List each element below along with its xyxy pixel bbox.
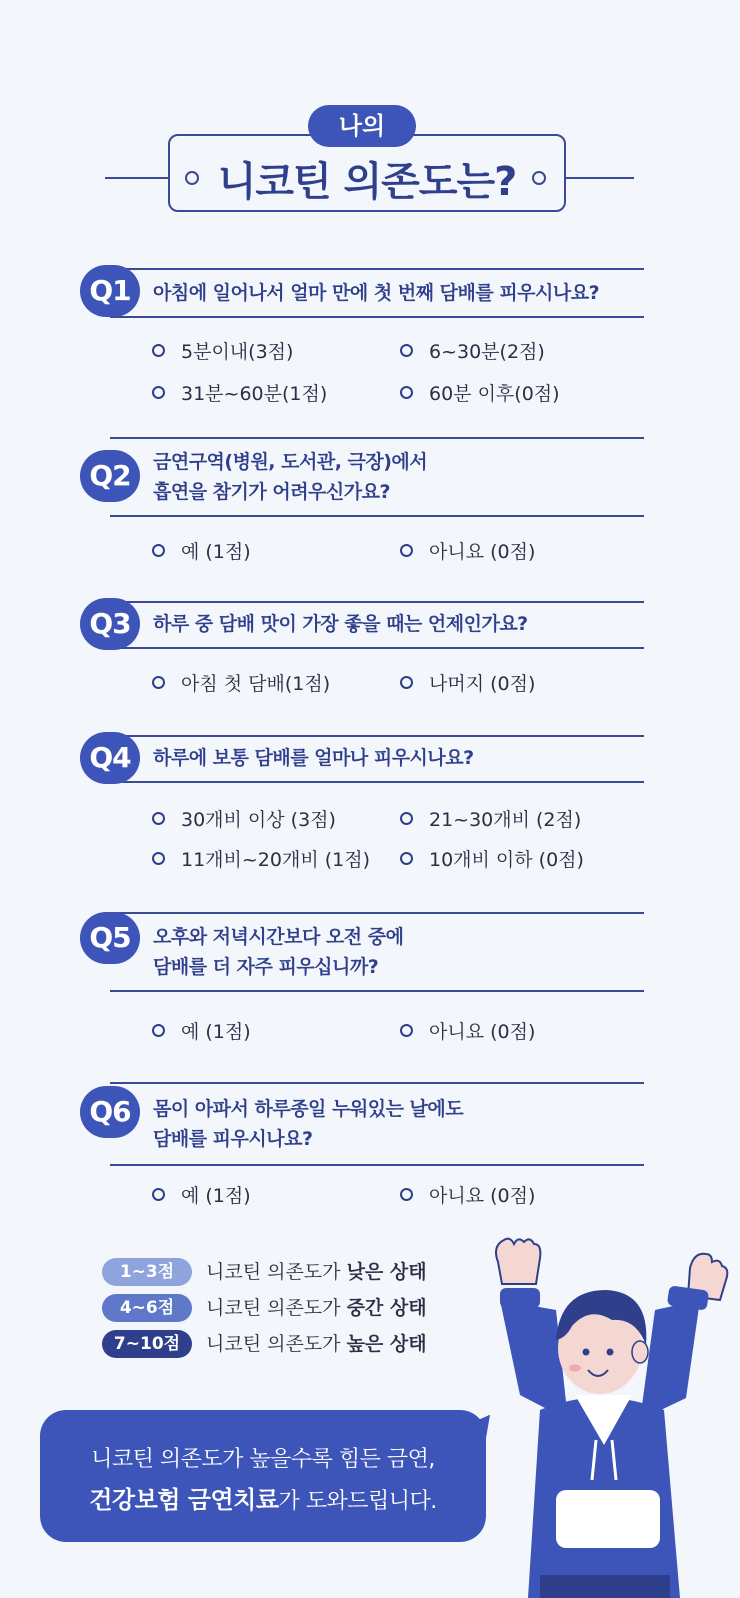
page-title: 니코틴 의존도는? xyxy=(217,159,517,205)
question-text: 하루 중 담배 맛이 가장 좋을 때는 언제인가요? xyxy=(153,613,528,635)
header-pill: 나의 xyxy=(308,105,416,147)
option-label: 5분이내(3점) xyxy=(181,341,294,363)
option-label: 21~30개비 (2점) xyxy=(429,809,582,831)
question-badge: Q4 xyxy=(80,732,140,784)
left-sleeve xyxy=(500,1300,568,1420)
question-text-line: 담배를 더 자주 피우십니까? xyxy=(153,956,379,978)
option-label: 31분~60분(1점) xyxy=(181,383,328,405)
left-fist-icon xyxy=(496,1239,540,1284)
option-label: 아니요 (0점) xyxy=(429,1021,536,1043)
option-label: 아니요 (0점) xyxy=(429,541,536,563)
score-desc-level: 중간 상태 xyxy=(346,1297,427,1319)
option-label: 10개비 이하 (0점) xyxy=(429,849,584,871)
left-cuff xyxy=(500,1288,540,1308)
option-label: 6~30분(2점) xyxy=(429,341,545,363)
question-badge: Q2 xyxy=(80,450,140,502)
boy-cheek xyxy=(569,1365,581,1372)
option-label: 예 (1점) xyxy=(181,1021,251,1043)
question-text-line: 흡연을 참기가 어려우신가요? xyxy=(153,481,390,503)
score-desc-prefix: 니코틴 의존도가 xyxy=(206,1333,347,1355)
score-desc-prefix: 니코틴 의존도가 xyxy=(206,1261,347,1283)
option-label: 아니요 (0점) xyxy=(429,1185,536,1207)
banner-highlight: 건강보험 금연치료 xyxy=(89,1486,279,1514)
option-label: 예 (1점) xyxy=(181,1185,251,1207)
score-desc-level: 낮은 상태 xyxy=(346,1261,427,1283)
right-sleeve xyxy=(640,1300,700,1420)
option-label: 아침 첫 담배(1점) xyxy=(181,673,331,695)
option-label: 30개비 이상 (3점) xyxy=(181,809,336,831)
score-desc-prefix: 니코틴 의존도가 xyxy=(206,1297,347,1319)
option-label: 60분 이후(0점) xyxy=(429,383,560,405)
score-range-low: 1~3점 xyxy=(102,1258,192,1286)
score-range-high: 7~10점 xyxy=(102,1330,192,1358)
question-badge: Q6 xyxy=(80,1086,140,1138)
question-badge: Q3 xyxy=(80,598,140,650)
option-label: 나머지 (0점) xyxy=(429,673,536,695)
option-label: 11개비~20개비 (1점) xyxy=(181,849,370,871)
question-text-line: 오후와 저녁시간보다 오전 중에 xyxy=(153,926,404,948)
question-badge: Q5 xyxy=(80,912,140,964)
banner-rest: 가 도와드립니다. xyxy=(278,1489,437,1514)
question-badge: Q1 xyxy=(80,265,140,317)
banner-line-1: 니코틴 의존도가 높을수록 힘든 금연, xyxy=(91,1447,435,1472)
cta-banner xyxy=(40,1410,486,1542)
question-text-line: 금연구역(병원, 도서관, 극장)에서 xyxy=(153,451,428,473)
question-text-line: 몸이 아파서 하루종일 누워있는 날에도 xyxy=(153,1098,464,1120)
question-text: 아침에 일어나서 얼마 만에 첫 번째 담배를 피우시나요? xyxy=(153,282,600,304)
hoodie-pocket xyxy=(556,1490,660,1548)
option-label: 예 (1점) xyxy=(181,541,251,563)
score-desc-level: 높은 상태 xyxy=(346,1333,427,1355)
question-text-line: 담배를 피우시나요? xyxy=(153,1128,313,1150)
score-range-mid: 4~6점 xyxy=(102,1294,192,1322)
boy-eye-right xyxy=(607,1349,614,1356)
boy-eye-left xyxy=(583,1349,590,1356)
hoodie-waistband xyxy=(540,1575,670,1598)
question-text: 하루에 보통 담배를 얼마나 피우시나요? xyxy=(153,747,474,769)
boy-ear xyxy=(632,1341,648,1363)
banner-line-2 xyxy=(40,1480,486,1515)
